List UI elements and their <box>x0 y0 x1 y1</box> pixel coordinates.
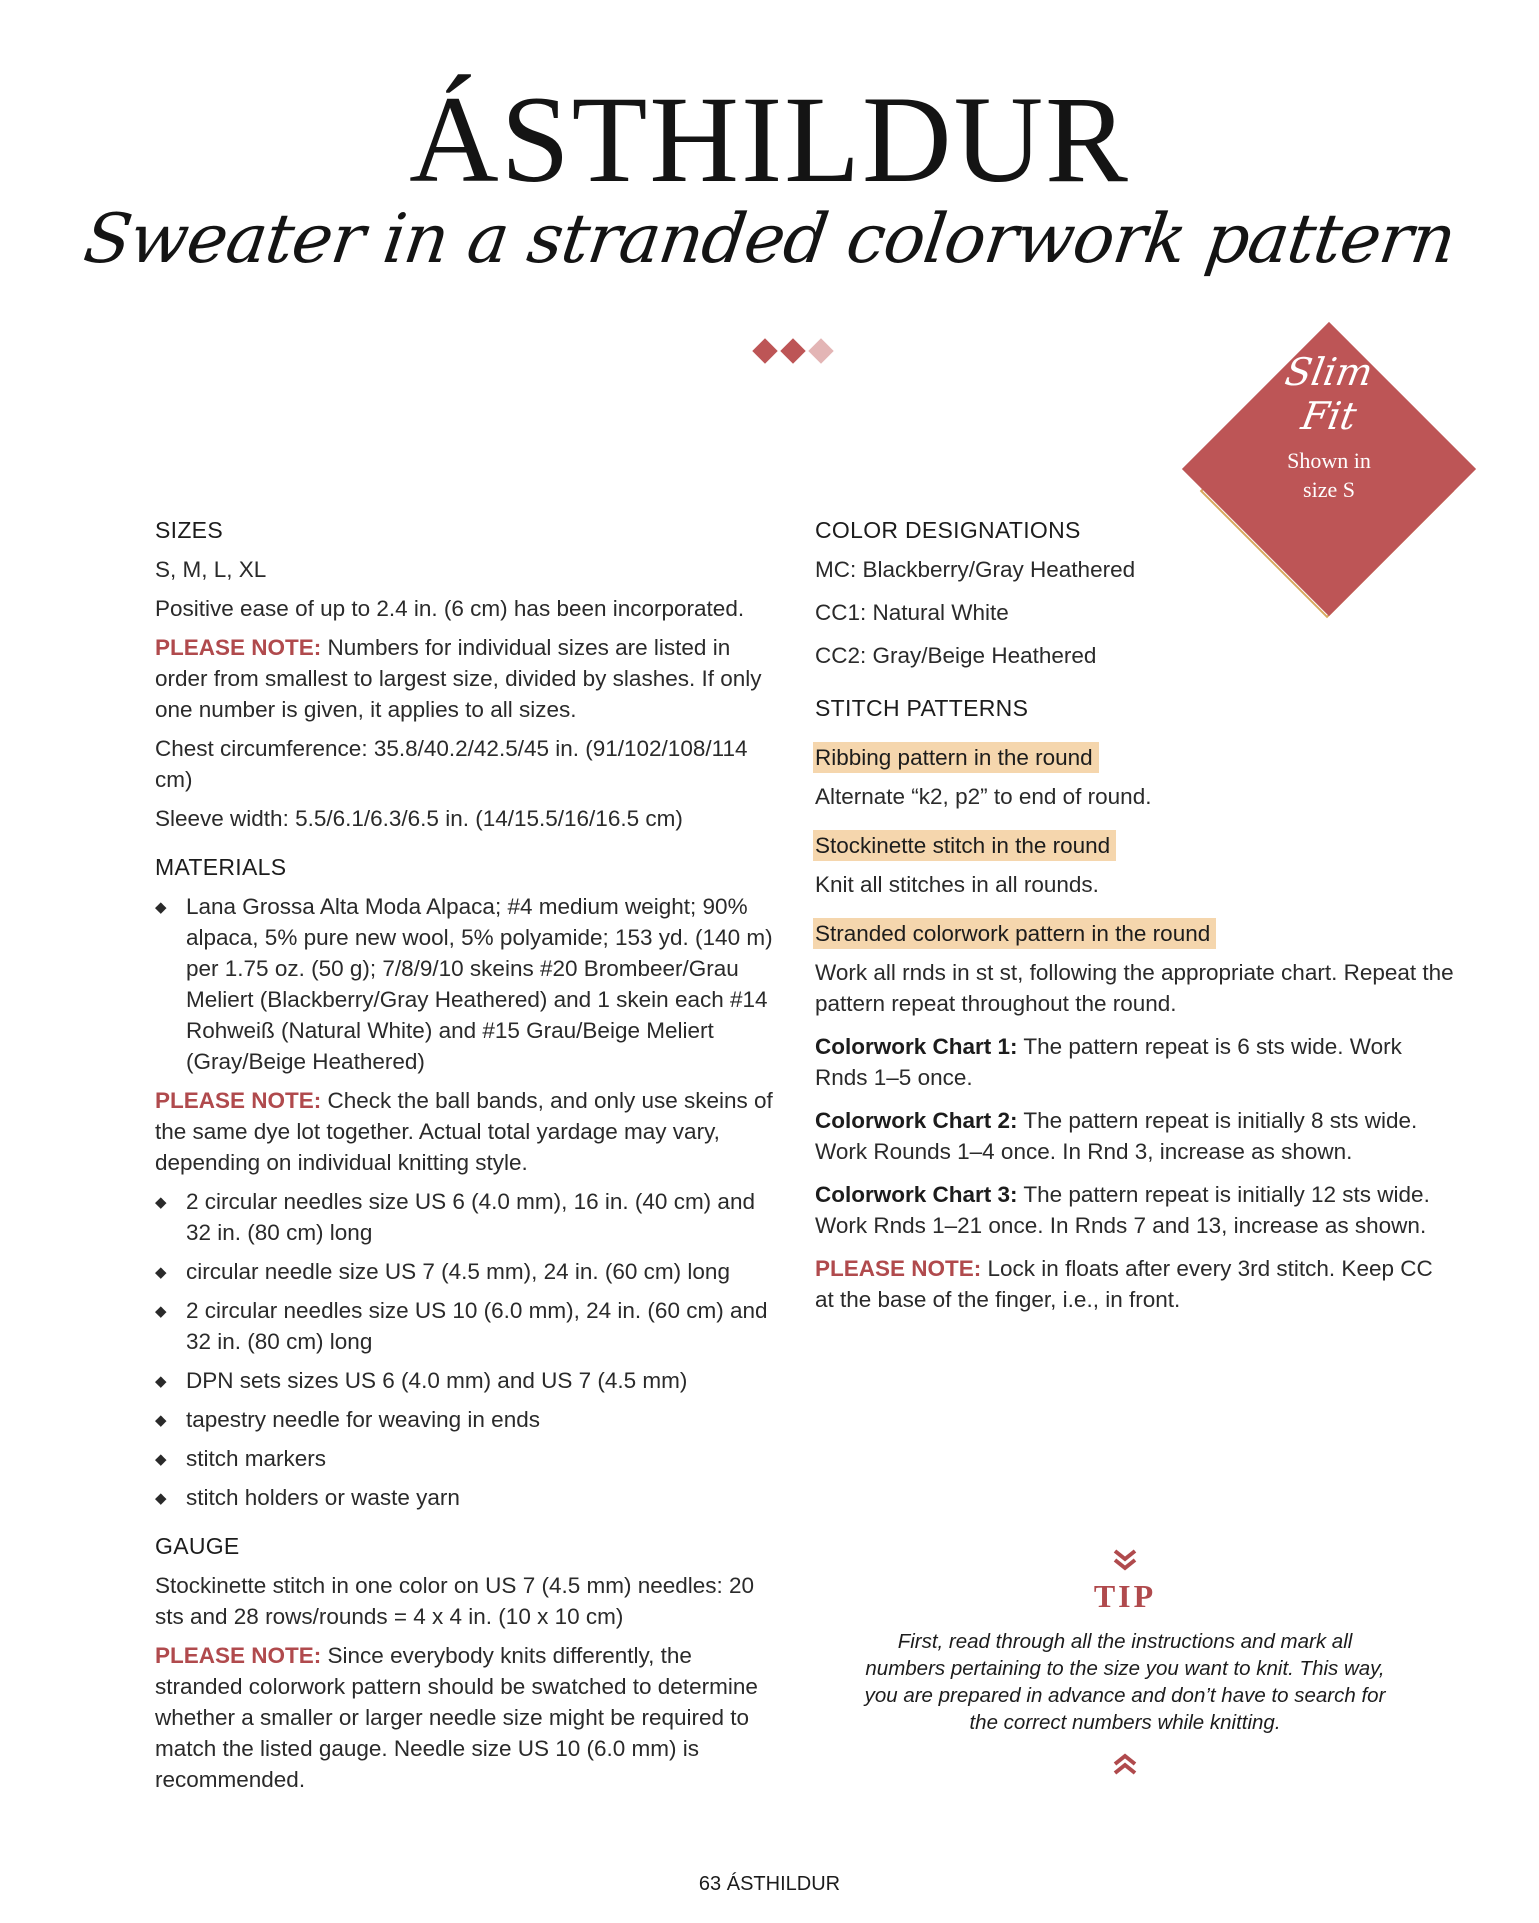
note-text: Check the ball bands, and only use skeins of the same dye lot together. Actual total yardage may vary, depending on individual knitting style. <box>155 1088 773 1175</box>
diamond-bullet-icon: ◆ <box>155 1451 167 1468</box>
sizes-ease: Positive ease of up to 2.4 in. (6 cm) has been incorporated. <box>155 596 745 621</box>
color-cc1: CC1: Natural White <box>815 600 1009 625</box>
sizes-heading: SIZES <box>155 517 223 543</box>
diamond-bullet-icon: ◆ <box>155 1264 167 1281</box>
stranded-text: Work all rnds in st st, following the appropriate chart. Repeat the pattern repeat throughout the round. <box>815 960 1454 1016</box>
color-designations-heading: COLOR DESIGNATIONS <box>815 517 1081 543</box>
ribbing-text: Alternate “k2, p2” to end of round. <box>815 784 1152 809</box>
materials-tools-list <box>155 1186 780 1513</box>
stitch-patterns-heading: STITCH PATTERNS <box>815 695 1029 721</box>
color-mc: MC: Blackberry/Gray Heathered <box>815 557 1136 582</box>
note-label: PLEASE NOTE: <box>155 1643 322 1668</box>
note-text: Since everybody knits differently, the stranded colorwork pattern should be swatched to determine whether a smaller or larger needle size might be required to match the listed gauge. Needle size US 10 (6.0 mm) is recommended. <box>155 1643 758 1792</box>
list-item: ◆ stitch markers <box>155 1443 780 1474</box>
materials-heading: MATERIALS <box>155 854 287 880</box>
chest-measurement: Chest circumference: 35.8/40.2/42.5/45 in. (91/102/108/114 cm) <box>155 736 748 792</box>
diamond-icon <box>808 338 833 363</box>
fit-badge-text <box>1229 350 1429 504</box>
note-text: Numbers for individual sizes are listed in order from smallest to largest size, divided by slashes. If only one number is given, it applies to all sizes. <box>155 635 762 722</box>
chart3-text: Colorwork Chart 3: The pattern repeat is initially 12 sts wide. Work Rnds 1–21 once. In Rnds 7 and 13, increase as shown. <box>815 1182 1430 1238</box>
list-item: ◆ 2 circular needles size US 6 (4.0 mm), 16 in. (40 cm) and 32 in. (80 cm) long <box>155 1189 755 1245</box>
list-item: ◆ circular needle size US 7 (4.5 mm), 24 in. (60 cm) long <box>155 1256 780 1287</box>
gauge-heading: GAUGE <box>155 1533 240 1559</box>
page-subtitle: Sweater in a stranded colorwork pattern <box>79 200 1460 279</box>
note-label: PLEASE NOTE: <box>815 1256 982 1281</box>
list-item: ◆ Lana Grossa Alta Moda Alpaca; #4 medium weight; 90% alpaca, 5% pure new wool, 5% polyamide; 153 yd. (140 m) per 1.75 oz. (50 g); 7/8/9/10 skeins #20 Brombeer/Grau Meliert (Blackberry/Gray Heathered) and 1 skein each #14 Rohweiß (Natural White) and #15 Grau/Beige Meliert (Gray/Beige Heathered) <box>155 894 773 1074</box>
diamond-bullet-icon: ◆ <box>155 1412 167 1429</box>
right-column <box>815 515 1455 1323</box>
note-text: Lock in floats after every 3rd stitch. Keep CC at the base of the finger, i.e., in front. <box>815 1256 1433 1312</box>
page-title: ÁSTHILDUR <box>409 71 1130 208</box>
badge-script-line2: Fit <box>1298 394 1360 438</box>
diamond-icon <box>752 338 777 363</box>
chart1-text: Colorwork Chart 1: The pattern repeat is 6 sts wide. Work Rnds 1–5 once. <box>815 1034 1402 1090</box>
diamond-bullet-icon: ◆ <box>155 1194 167 1211</box>
color-cc2: CC2: Gray/Beige Heathered <box>815 643 1097 668</box>
diamond-bullet-icon: ◆ <box>155 1490 167 1507</box>
chart2-text: Colorwork Chart 2: The pattern repeat is initially 8 sts wide. Work Rounds 1–4 once. In Rnd 3, increase as shown. <box>815 1108 1418 1164</box>
ribbing-title: Ribbing pattern in the round <box>813 742 1099 773</box>
badge-shown-line2: size S <box>1303 477 1355 502</box>
list-item: ◆ stitch holders or waste yarn <box>155 1482 780 1513</box>
sizes-list: S, M, L, XL <box>155 557 267 582</box>
diamond-ornament <box>750 338 840 368</box>
materials-note <box>155 1085 780 1178</box>
chevrons-down-icon <box>1110 1548 1140 1572</box>
stockinette-text: Knit all stitches in all rounds. <box>815 872 1099 897</box>
badge-shown-line1: Shown in <box>1287 448 1371 473</box>
gauge-note <box>155 1640 780 1795</box>
diamond-bullet-icon: ◆ <box>155 899 167 916</box>
diamond-bullet-icon: ◆ <box>155 1373 167 1390</box>
list-item: ◆ 2 circular needles size US 10 (6.0 mm), 24 in. (60 cm) and 32 in. (80 cm) long <box>155 1298 768 1354</box>
stockinette-title: Stockinette stitch in the round <box>813 830 1116 861</box>
note-label: PLEASE NOTE: <box>155 1088 322 1113</box>
diamond-bullet-icon: ◆ <box>155 1303 167 1320</box>
sleeve-measurement: Sleeve width: 5.5/6.1/6.3/6.5 in. (14/15.5/16/16.5 cm) <box>155 806 683 831</box>
list-item: ◆ DPN sets sizes US 6 (4.0 mm) and US 7 (4.5 mm) <box>155 1365 780 1396</box>
chevrons-up-icon <box>1110 1752 1140 1776</box>
gauge-text: Stockinette stitch in one color on US 7 (4.5 mm) needles: 20 sts and 28 rows/rounds = 4 x 4 in. (10 x 10 cm) <box>155 1573 755 1629</box>
sizes-note <box>155 632 780 725</box>
tip-text: First, read through all the instructions and mark all numbers pertaining to the size you want to knit. This way, you are prepared in advance and don’t have to search for the correct numbers while knitting. <box>864 1630 1386 1734</box>
materials-yarn-list <box>155 891 780 1077</box>
badge-script-line1: Slim <box>1281 350 1377 394</box>
tip-title: TIP <box>1093 1578 1157 1614</box>
diamond-icon <box>780 338 805 363</box>
page-footer: 63 ÁSTHILDUR <box>698 1873 841 1895</box>
stitch-note <box>815 1253 1455 1315</box>
left-column <box>155 515 780 1803</box>
note-label: PLEASE NOTE: <box>155 635 322 660</box>
list-item: ◆ tapestry needle for weaving in ends <box>155 1404 780 1435</box>
stranded-title: Stranded colorwork pattern in the round <box>813 918 1216 949</box>
